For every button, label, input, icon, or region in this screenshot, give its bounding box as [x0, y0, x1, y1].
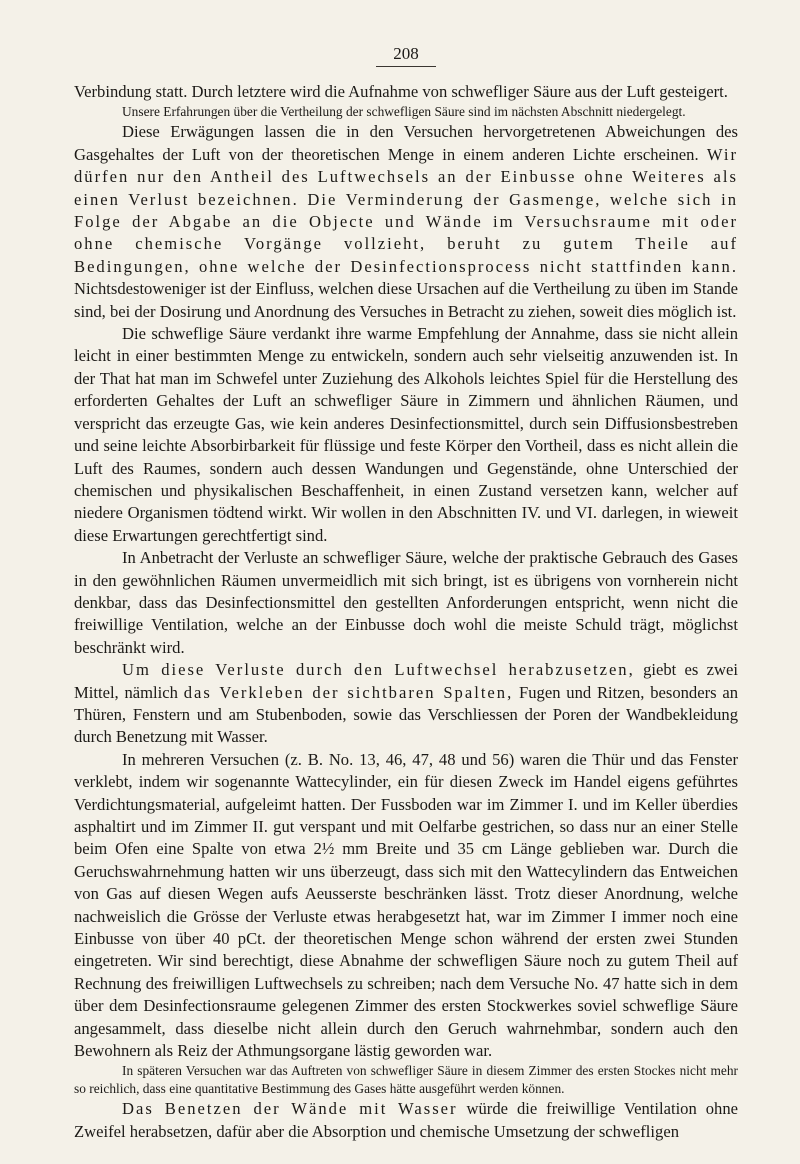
body-paragraph: In mehreren Versuchen (z. B. No. 13, 46, 47, 48 und 56) waren die Thür und das Fenster verklebt, indem wir sogenannte Wattecylinder, ein für diesen Zweck im Handel eigens geführtes Verdichtungsmaterial, aufgeleimt hatten. Der Fussboden war im Zimmer I. und im Keller überdies asphaltirt und im Zimmer II. gut verspant und mit Oelfarbe gestrichen, so dass nur an einer Stelle beim Ofen eine Spalte von etwa 2½ mm Breite und 35 cm Länge geblieben war. Durch die Geruchswahrnehmung hatten wir uns überzeugt, dass sich mit den Wattecylindern das Entweichen von Gas auf diesen Wegen aufs Aeusserste beschränken lässt. Trotz dieser Anordnung, welche nachweislich die Grösse der Verluste etwas herabgesetzt hat, war im Zimmer I immer noch eine Einbusse von über 40 pCt. der theoretischen Menge schon während der ersten zwei Stunden eingetreten. Wir sind berechtigt, diese Abnahme der schwefligen Säure noch zu gutem Theil auf Rechnung des freiwilligen Luftwechsels zu schreiben; nach dem Versuche No. 47 hatte sich in dem über dem Desinfectionsraume gelegenen Zimmer des ersten Stockwerkes soviel schweflige Säure angesammelt, dass dieselbe nicht allein durch den Geruch wahrnehmbar, sondern auch den Bewohnern als Reiz der Athmungsorgane lästig geworden war. [74, 749, 738, 1061]
footnote-paragraph: In späteren Versuchen war das Auftreten von schwefliger Säure in diesem Zimmer des ersten Stockes nicht mehr so reichlich, dass eine quantitative Bestimmung des Gases hätte ausgeführt werden können. [74, 1063, 738, 1097]
emphasized-text: Um diese Verluste durch den Luftwechsel herabzusetzen, [122, 660, 635, 680]
body-paragraph: Verbindung statt. Durch letztere wird die Aufnahme von schwefliger Säure aus der Luft gesteigert. [74, 82, 728, 101]
body-paragraph [74, 659, 738, 749]
text-run: Diese Erwägungen lassen die in den Versuchen hervorgetretenen Abweichungen des Gasgehaltes der Luft von der theoretischen Menge in einem anderen Lichte erscheinen. [74, 122, 738, 164]
text-run: Nichtsdestoweniger ist der Einfluss, welchen diese Ursachen auf die Vertheilung zu üben im Stande sind, bei der Dosirung und Anordnung des Versuches in Betracht zu ziehen, soweit dies möglich ist. [74, 279, 738, 321]
body-paragraph [74, 121, 738, 323]
emphasized-text: das Verkleben der sichtbaren Spalten, [183, 682, 514, 702]
body-paragraph [74, 1098, 738, 1143]
text-run: Fugen und Ritzen, besonders an Thüren, Fenstern und am Stubenboden, sowie das Verschliessen der Poren der Wandbekleidung durch Benetzung mit Wasser. [74, 682, 739, 747]
page-body [74, 81, 738, 1143]
body-paragraph: In Anbetracht der Verluste an schwefliger Säure, welche der praktische Gebrauch des Gases in den gewöhnlichen Räumen unvermeidlich mit sich bringt, ist es übrigens von vornherein nicht denkbar, dass das Desinfectionsmittel den gestellten Anforderungen entspricht, wenn nicht die freiwillige Ventilation, welche an der Einbusse doch wohl die meiste Schuld trägt, möglichst beschränkt wird. [74, 548, 738, 657]
emphasized-text: Wir dürfen nur den Antheil des Luftwechsels an der Einbusse ohne Weiteres als einen Verlust bezeichnen. Die Verminderung der Gasmenge, welche sich in Folge der Abgabe an die Objecte und Wände im Versuchsraume mit oder ohne chemische Vorgänge vollzieht, beruht zu gutem Theile auf Bedingungen, ohne welche der Desinfectionsprocess nicht stattfinden kann. [74, 144, 738, 276]
page-number: 208 [376, 44, 436, 67]
text-run: giebt es zwei Mittel, nämlich [74, 660, 739, 702]
text-run: würde die freiwillige Ventilation ohne Zweifel herabsetzen, dafür aber die Absorption und chemische Umsetzung der schwefligen [74, 1099, 738, 1141]
footnote-paragraph: Unsere Erfahrungen über die Vertheilung der schwefligen Säure sind im nächsten Abschnitt niedergelegt. [122, 104, 686, 120]
body-paragraph: Die schweflige Säure verdankt ihre warme Empfehlung der Annahme, dass sie nicht allein leicht in einer bestimmten Menge zu entwickeln, sondern auch sehr vielseitig anzuwenden ist. In der That hat man im Schwefel unter Zuziehung des Alkohols leichtes Spiel für die Herstellung des erforderten Gehaltes der Luft an schwefliger Säure in Zimmern und ähnlichen Räumen, und verspricht das erzeugte Gas, wie kein anderes Desinfectionsmittel, durch sein Diffusionsbestreben und seine leichte Absorbirbarkeit für flüssige und feste Körper den Vortheil, dass es nicht allein die Luft des Raumes, sondern auch dessen Wandungen und Gegenstände, ohne Unterschied der chemischen und physikalischen Beschaffenheit, in einen Zustand versetzen kann, welcher auf niedere Organismen tödtend wirkt. Wir wollen in den Abschnitten IV. und VI. darlegen, in wieweit diese Erwartungen gerechtfertigt sind. [74, 324, 738, 545]
emphasized-text: Das Benetzen der Wände mit Wasser [122, 1099, 458, 1119]
